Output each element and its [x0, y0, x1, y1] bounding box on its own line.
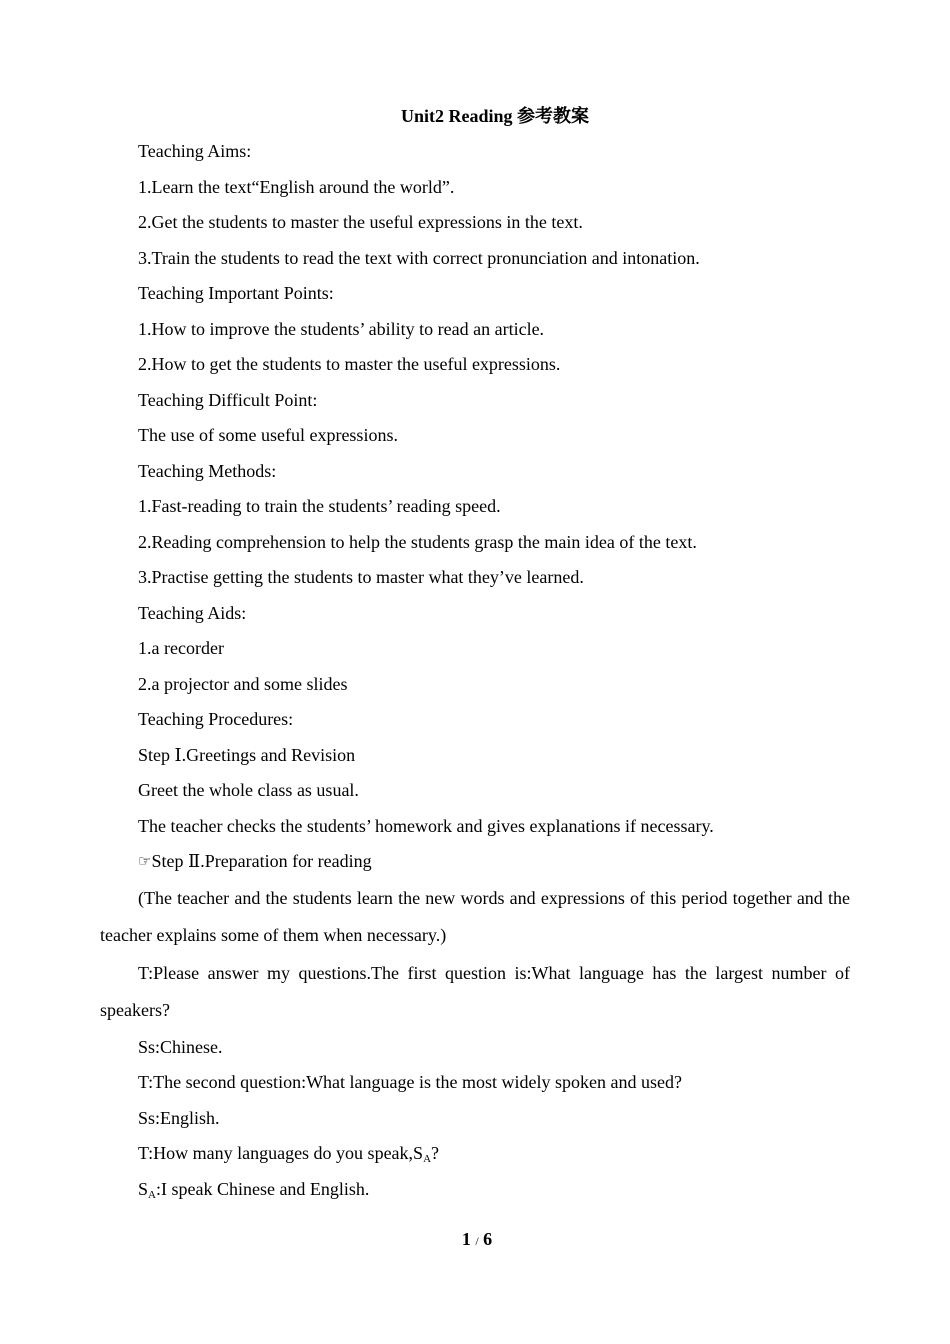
question-3-subscript: A	[423, 1153, 432, 1165]
document-title: Unit2 Reading 参考教案	[400, 106, 589, 126]
aim-item-2: 2.Get the students to master the useful expressions in the text.	[138, 212, 583, 232]
method-item-3: 3.Practise getting the students to master what they’ve learned.	[138, 567, 584, 587]
heading-important-points: Teaching Important Points:	[138, 283, 334, 303]
answer-3-prefix: S	[138, 1178, 149, 1199]
page-number	[0, 1226, 950, 1254]
heading-teaching-methods: Teaching Methods:	[138, 460, 277, 481]
page-current: 1	[461, 1229, 471, 1249]
dialogue-question-3	[100, 1136, 850, 1172]
step-1-text-1: Greet the whole class as usual.	[138, 780, 359, 800]
heading-difficult-point: Teaching Difficult Point:	[138, 389, 318, 410]
aim-item-3: 3.Train the students to read the text with correct pronunciation and intonation.	[138, 247, 700, 268]
preparation-paragraph: (The teacher and the students learn the new words and expressions of this period together and the teacher explains some of them when necessary.)	[100, 887, 850, 945]
answer-3-suffix: :I speak Chinese and English.	[155, 1178, 370, 1199]
page-separator: /	[475, 1234, 479, 1248]
dialogue-answer-1: Ss:Chinese.	[138, 1036, 223, 1057]
dialogue-answer-3	[100, 1172, 850, 1208]
heading-teaching-aims: Teaching Aims:	[138, 141, 252, 161]
step-2-heading	[100, 844, 850, 880]
question-3-prefix: T:How many languages do you speak,S	[138, 1143, 424, 1163]
step-2-heading-text: Step Ⅱ.Preparation for reading	[151, 851, 372, 871]
first-question-paragraph: T:Please answer my questions.The first question is:What language has the largest number of speakers?	[100, 962, 850, 1020]
dialogue-answer-2: Ss:English.	[138, 1107, 220, 1128]
heading-teaching-procedures: Teaching Procedures:	[138, 709, 294, 729]
step-1-text-2: The teacher checks the students’ homework and gives explanations if necessary.	[138, 815, 714, 836]
answer-3-subscript: A	[148, 1188, 156, 1201]
pointing-hand-icon: ☞	[138, 854, 152, 870]
important-point-2: 2.How to get the students to master the useful expressions.	[138, 354, 561, 374]
question-3-suffix: ?	[431, 1143, 440, 1163]
page-total: 6	[483, 1229, 493, 1249]
dialogue-question-2: T:The second question:What language is the most widely spoken and used?	[138, 1072, 682, 1092]
document-body	[100, 134, 850, 1207]
aid-item-2: 2.a projector and some slides	[138, 673, 348, 694]
difficult-point-text: The use of some useful expressions.	[138, 425, 398, 445]
aim-item-1: 1.Learn the text“English around the world”.	[138, 176, 455, 197]
aid-item-1: 1.a recorder	[138, 638, 224, 658]
method-item-2: 2.Reading comprehension to help the students grasp the main idea of the text.	[138, 531, 697, 552]
method-item-1: 1.Fast-reading to train the students’ reading speed.	[138, 496, 501, 516]
step-1-heading: Step Ⅰ.Greetings and Revision	[138, 744, 356, 765]
important-point-1: 1.How to improve the students’ ability to read an article.	[138, 318, 545, 339]
heading-teaching-aids: Teaching Aids:	[138, 602, 247, 623]
